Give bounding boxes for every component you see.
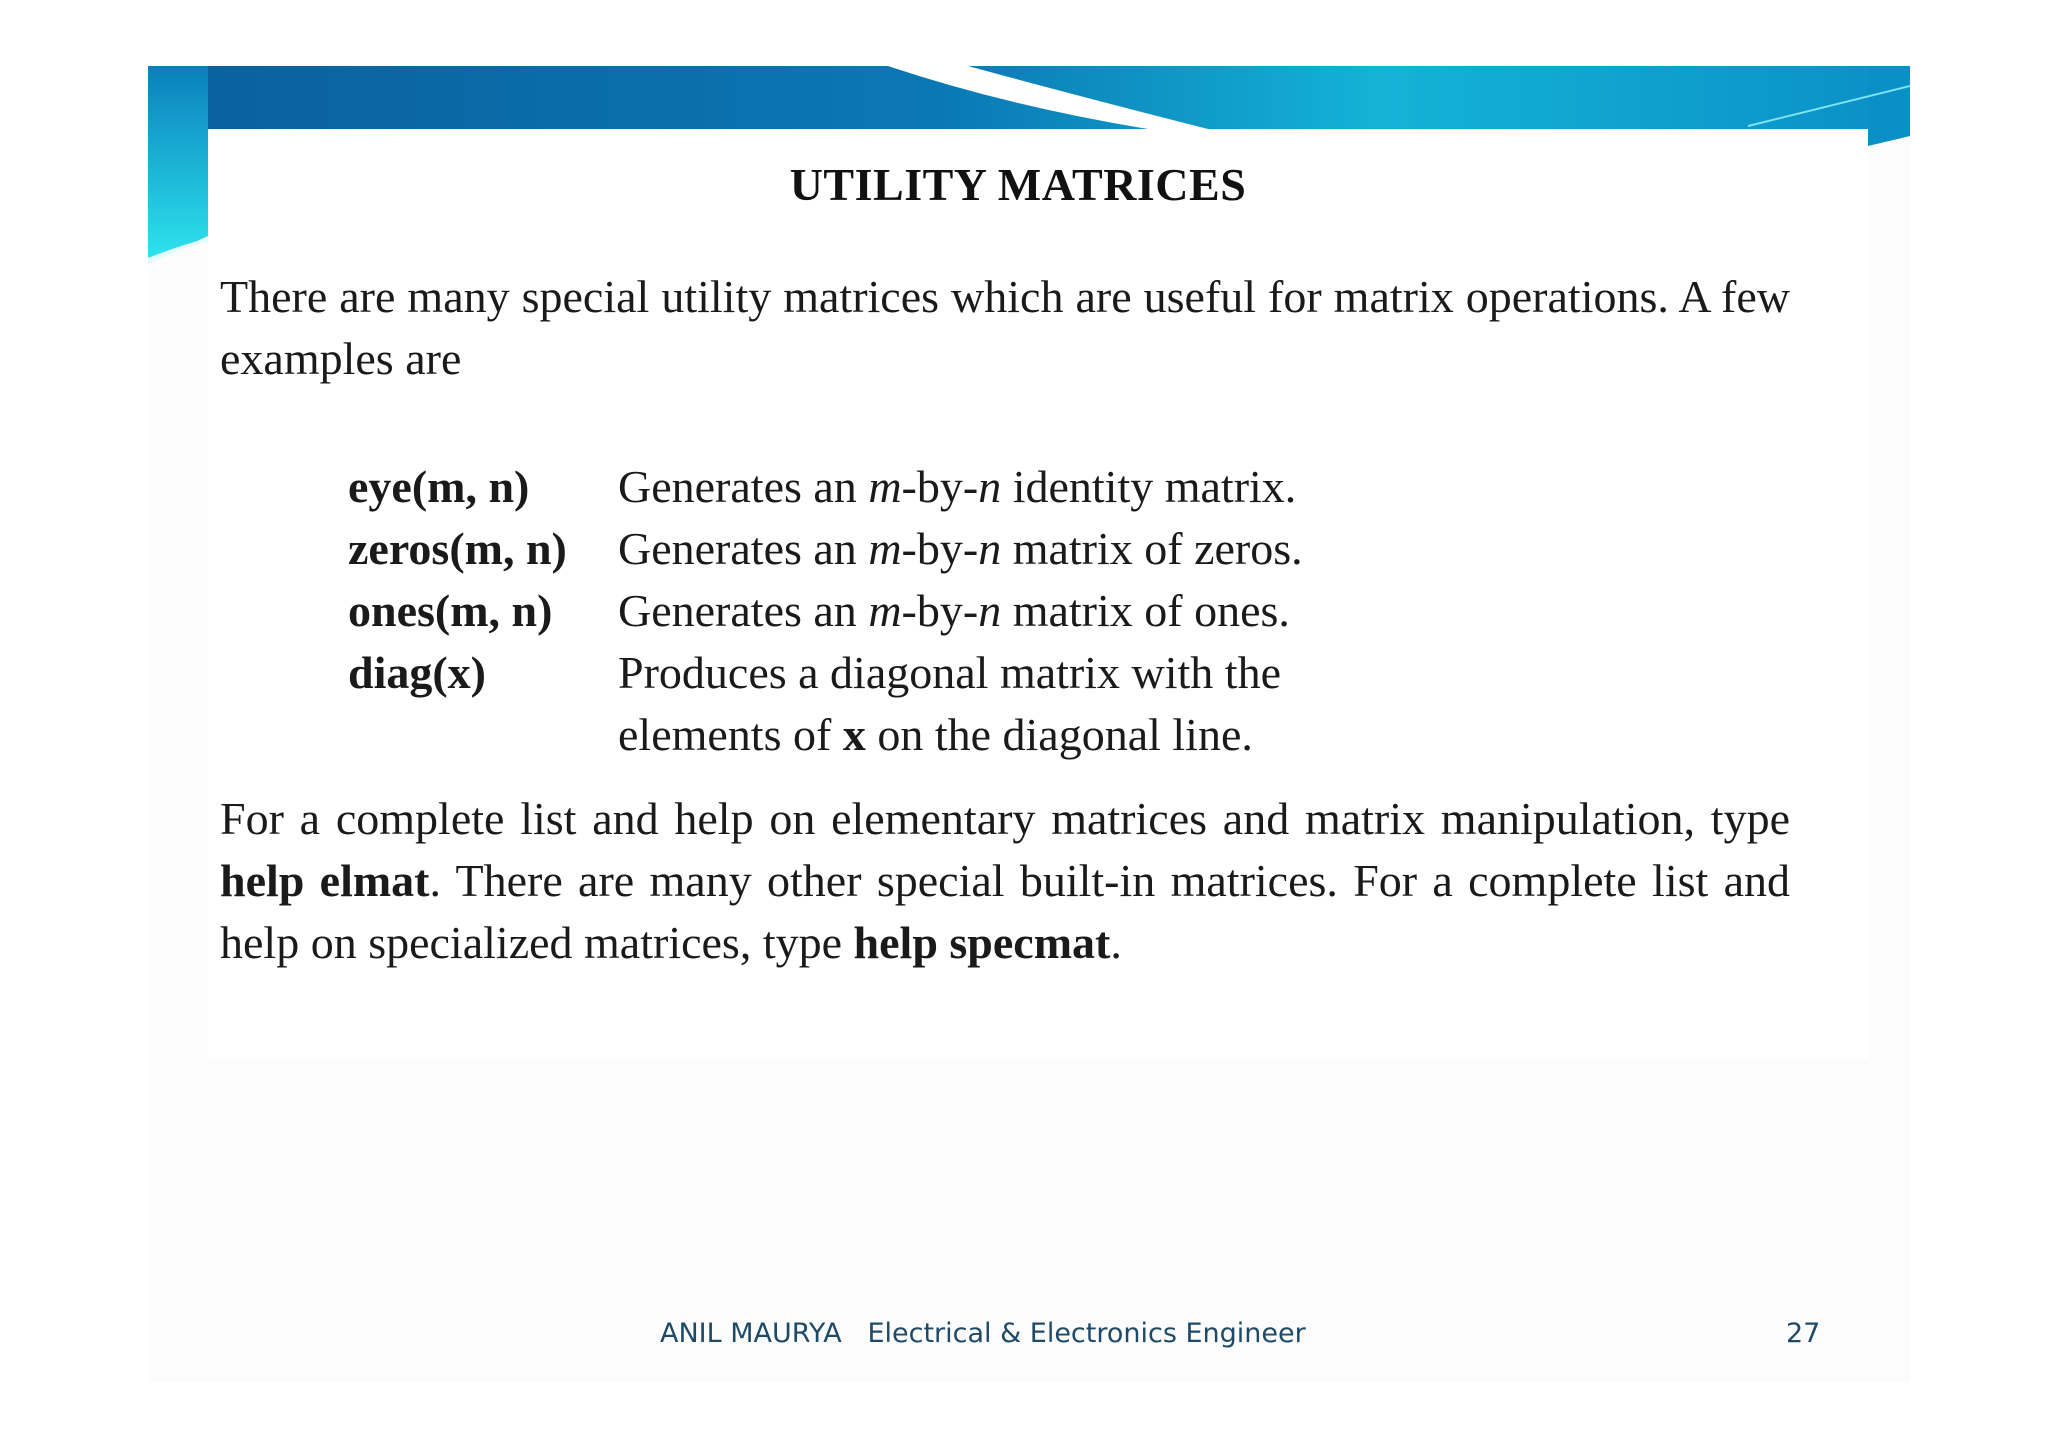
function-name: ones(m, n)	[348, 585, 553, 636]
page-number: 27	[1786, 1318, 1821, 1349]
function-name: zeros(m, n)	[348, 523, 567, 574]
slide-title: UTILITY MATRICES	[789, 159, 1247, 210]
function-row-zeros	[348, 518, 1303, 580]
function-name: diag(x)	[348, 647, 486, 698]
function-row-diag	[348, 642, 1303, 766]
function-name: eye(m, n)	[348, 461, 530, 512]
help-elmat-command: help elmat	[220, 855, 430, 906]
function-row-eye	[348, 456, 1303, 518]
function-description: Generates an m-by-n matrix of zeros.	[618, 523, 1303, 574]
intro-paragraph: There are many special utility matrices which are useful for matrix operations. A few examples are	[220, 271, 1790, 384]
function-definition-list	[348, 456, 1303, 766]
function-description: Generates an m-by-n matrix of ones.	[618, 585, 1290, 636]
function-description: Generates an m-by-n identity matrix.	[618, 461, 1297, 512]
function-row-ones	[348, 580, 1303, 642]
help-paragraph: For a complete list and help on elementary matrices and matrix manipulation, type help elmat. There are many other special built-in matrices. For a complete list and help on specialized matrices, type help specmat.	[220, 793, 1790, 968]
function-description: Produces a diagonal matrix with the elements of x on the diagonal line.	[618, 647, 1282, 760]
footer-author: ANIL MAURYA Electrical & Electronics Engineer	[660, 1318, 1306, 1349]
help-specmat-command: help specmat	[853, 917, 1111, 968]
slide	[148, 66, 1910, 1382]
